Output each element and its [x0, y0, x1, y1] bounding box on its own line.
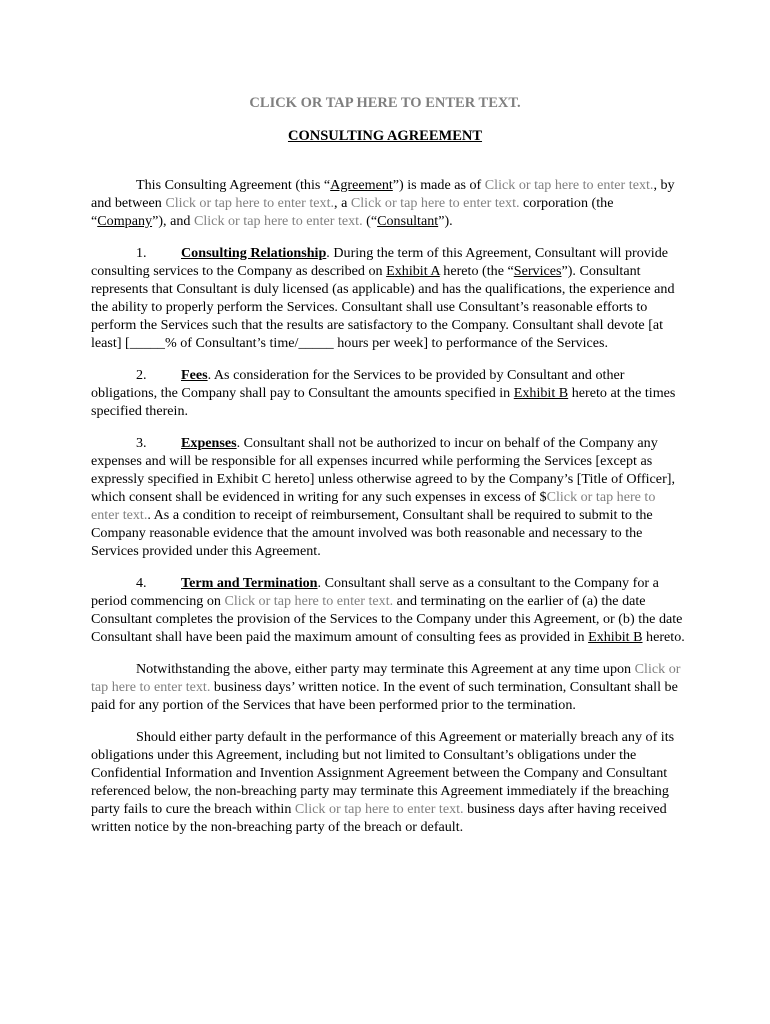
notice-days-placeholder-field[interactable]: Click or tap here to enter text. — [91, 661, 681, 695]
section-text: . Consultant shall serve as a consultant to the Company for a period commencing on — [91, 575, 659, 609]
date-placeholder-field[interactable]: Click or tap here to enter text. — [484, 177, 654, 193]
exhibit-b-reference: Exhibit B — [588, 629, 643, 645]
intro-text: , a — [334, 195, 351, 211]
section-text: . Consultant shall not be authorized to incur on behalf of the Company any expenses and will be responsible for all expenses incurred while performing the Services [except as expressly specified in Exhibit C hereto] unless otherwise agreed to by the Company’s [Title of Officer], which consent shall be evidenced in writing for any such expenses in excess of $ — [91, 435, 675, 505]
intro-text: This Consulting Agreement (this “ — [136, 177, 331, 193]
section-text: . During the term of this Agreement, Consultant will provide consulting services to the Company as described on — [91, 245, 669, 279]
intro-text: , by and between — [91, 177, 675, 211]
paragraph-text: Should either party default in the performance of this Agreement or materially breach any of its obligations under this Agreement, including but not limited to Consultant’s obligations under the Confidential Information and Invention Assignment Agreement between the Company and Consultant referenced below, the non-breaching party may terminate this Agreement immediately if the breaching party fails to cure the breach within — [91, 729, 675, 817]
consultant-name-placeholder-field[interactable]: Click or tap here to enter text. — [193, 213, 363, 229]
section-text: and terminating on the earlier of (a) the date Consultant completes the provision of the Services to the Company under this Agreement, or (b) the date Consultant shall have been paid the maximum amount of consulting fees as provided in — [91, 593, 683, 645]
intro-paragraph — [91, 176, 687, 230]
section-text: hereto (the “ — [439, 263, 514, 279]
state-placeholder-field[interactable]: Click or tap here to enter text. — [350, 195, 520, 211]
section-fees — [91, 366, 687, 420]
defined-term-services: Services — [513, 263, 562, 279]
defined-term-company: Company — [97, 213, 153, 229]
section-text: ”). Consultant represents that Consultant is duly licensed (as applicable) and has the qualifications, the experience and the ability to properly perform the Services. Consultant shall use Consultant’s reasonable efforts to perform the Services such that the results are satisfactory to the Company. Consultant shall devote [at least] [_____% of Consultant’s time/_____ hours per week] to performance of the Services. — [91, 263, 675, 351]
section-consulting-relationship — [91, 244, 687, 352]
intro-text: ”). — [438, 213, 453, 229]
section-text: hereto at the times specified therein. — [91, 385, 676, 419]
paragraph-text: Notwithstanding the above, either party may terminate this Agreement at any time upon — [136, 661, 635, 677]
section-number: 1. — [136, 245, 147, 261]
company-name-placeholder-field[interactable]: Click or tap here to enter text. — [165, 195, 335, 211]
paragraph-text: business days after having received written notice by the non-breaching party of the breach or default. — [91, 801, 667, 835]
defined-term-agreement: Agreement — [330, 177, 393, 193]
section-number: 4. — [136, 575, 147, 591]
document-body — [91, 176, 687, 850]
section-heading: Term and Termination — [181, 575, 318, 591]
section-term-and-termination — [91, 574, 687, 646]
exhibit-b-reference: Exhibit B — [513, 385, 569, 401]
section-heading: Consulting Relationship — [181, 245, 327, 261]
section-heading: Expenses — [181, 435, 237, 451]
cure-days-placeholder-field[interactable]: Click or tap here to enter text. — [294, 801, 464, 817]
expense-amount-placeholder-field[interactable]: Click or tap here to enter text. — [91, 489, 656, 523]
header-placeholder-field[interactable]: CLICK OR TAP HERE TO ENTER TEXT. — [249, 95, 521, 111]
intro-text: corporation (the “ — [91, 195, 614, 229]
agreement-title: CONSULTING AGREEMENT — [287, 128, 483, 144]
paragraph-text: business days’ written notice. In the event of such termination, Consultant shall be paid for any portion of the Services that have been performed prior to the termination. — [91, 679, 678, 713]
section-number: 3. — [136, 435, 147, 451]
section-text: . As consideration for the Services to be provided by Consultant and other obligations, the Company shall pay to Consultant the amounts specified in — [91, 367, 625, 401]
section-heading: Fees — [181, 367, 208, 383]
defined-term-consultant: Consultant — [377, 213, 439, 229]
section-expenses — [91, 434, 687, 560]
intro-text: (“ — [362, 213, 378, 229]
default-paragraph — [91, 728, 687, 836]
intro-text: ”), and — [152, 213, 194, 229]
intro-text: ”) is made as of — [392, 177, 485, 193]
section-number: 2. — [136, 367, 147, 383]
start-date-placeholder-field[interactable]: Click or tap here to enter text. — [224, 593, 394, 609]
section-text: . As a condition to receipt of reimbursement, Consultant shall be required to submit to the Company reasonable evidence that the amount involved was both reasonable and necessary to the Services provided under this Agreement. — [91, 507, 653, 559]
section-text: hereto. — [642, 629, 685, 645]
notwithstanding-paragraph — [91, 660, 687, 714]
exhibit-a-reference: Exhibit A — [386, 263, 440, 279]
